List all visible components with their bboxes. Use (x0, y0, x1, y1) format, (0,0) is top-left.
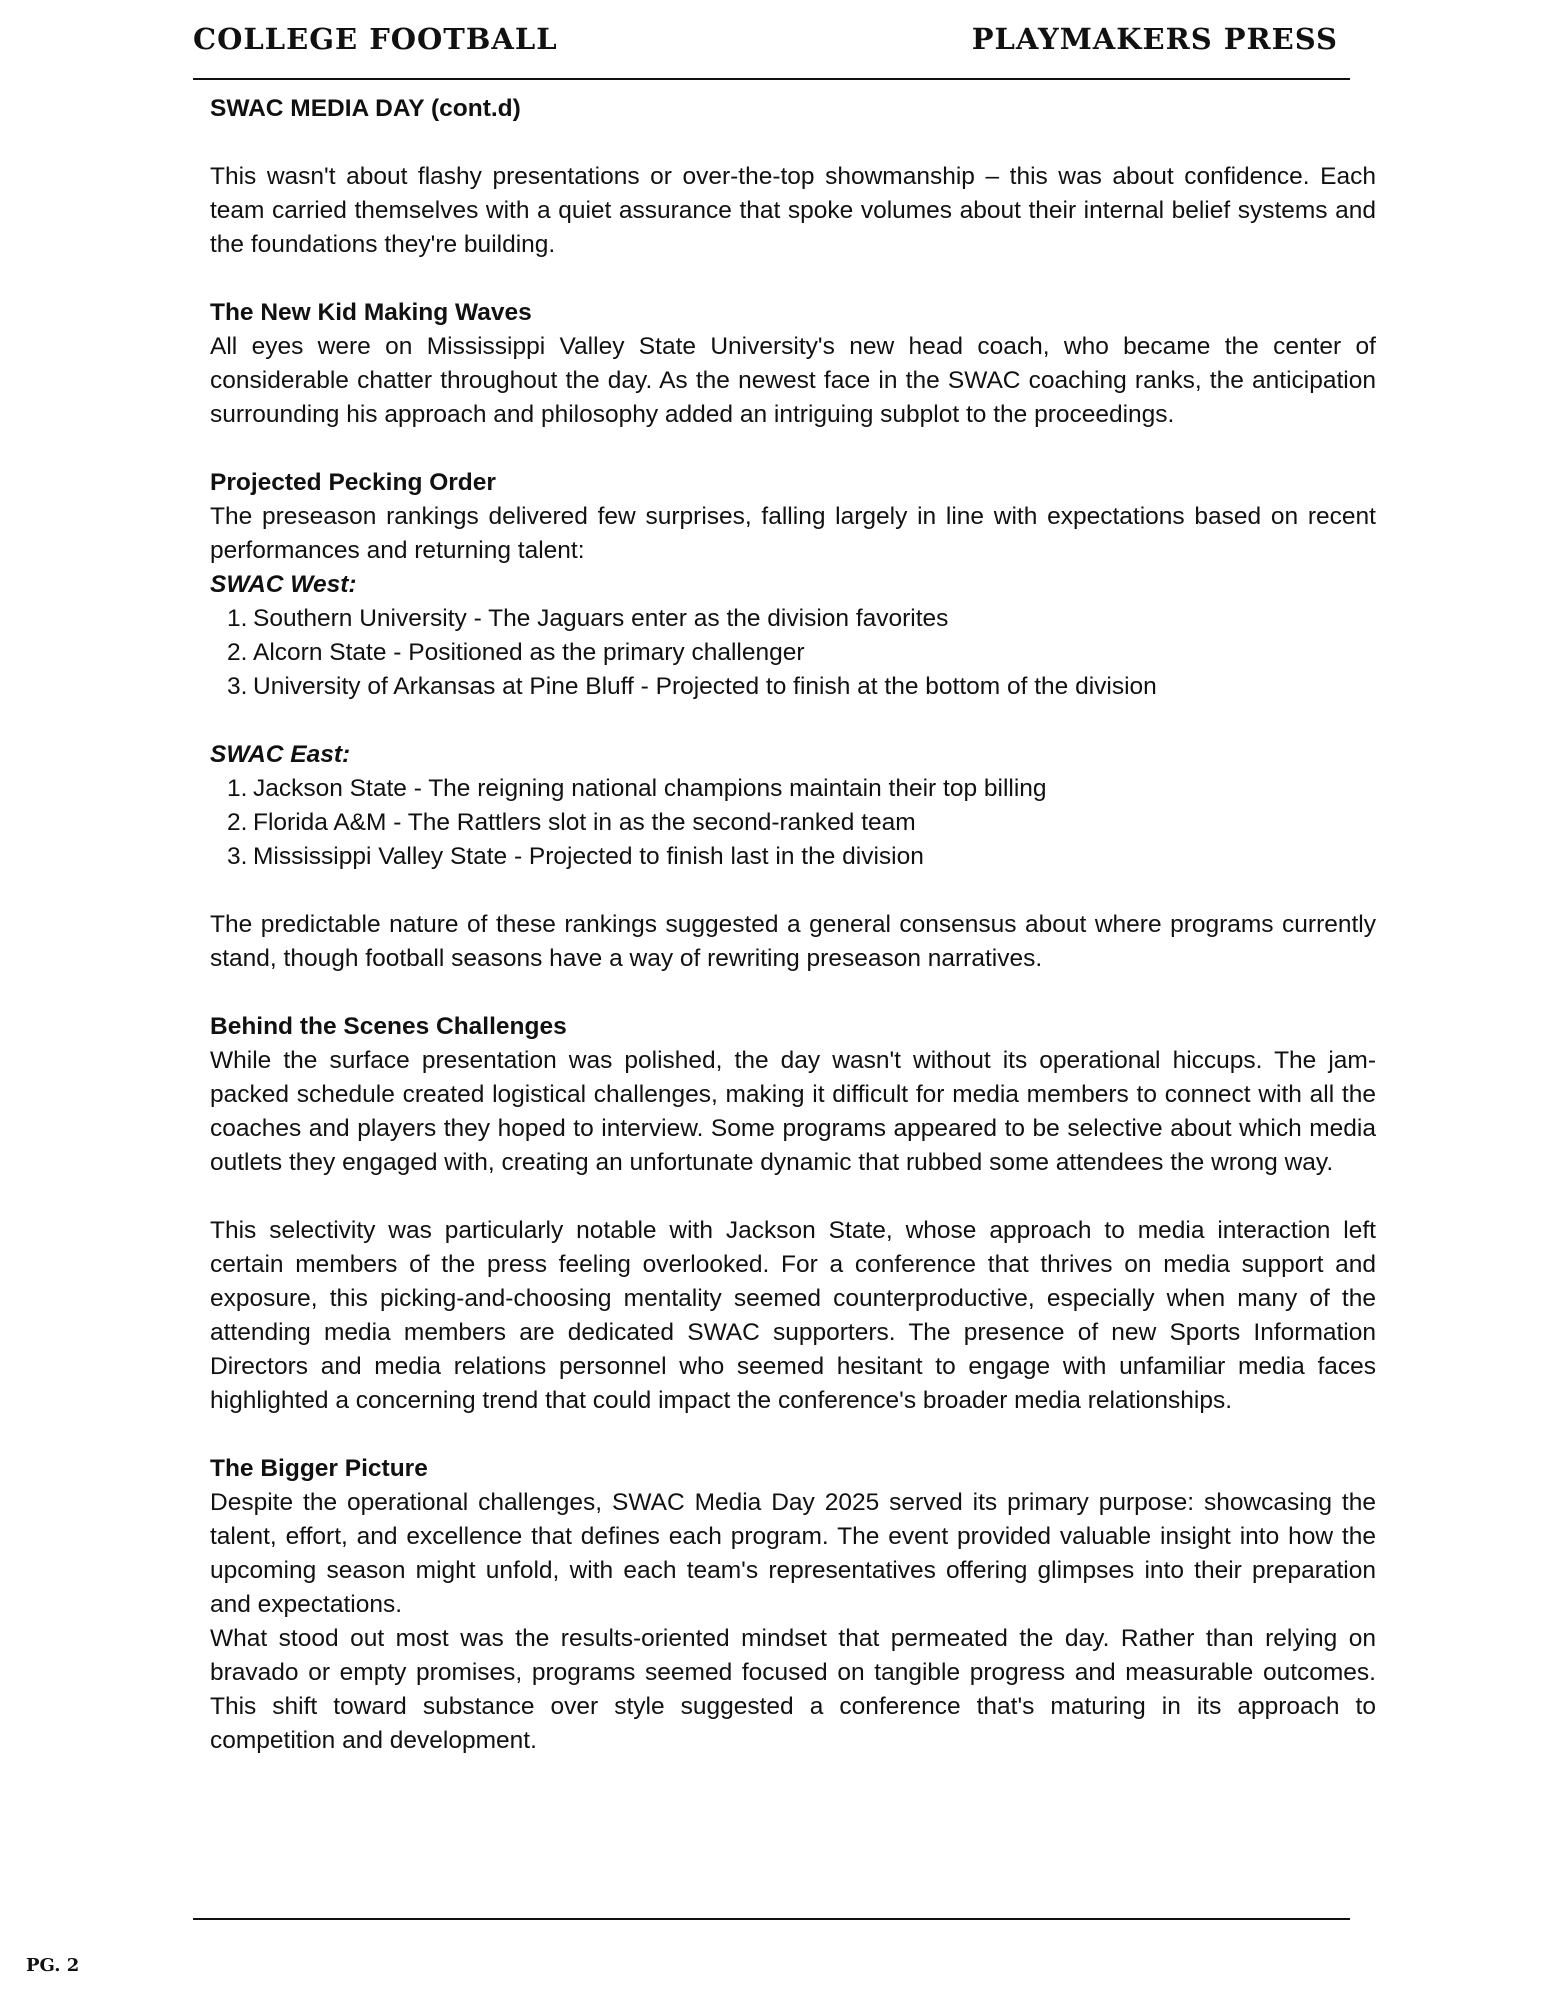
page-number: PG. 2 (26, 1955, 80, 1976)
east-rankings-list (210, 772, 1376, 874)
article-title: SWAC MEDIA DAY (cont.d) (210, 95, 521, 122)
section-paragraph: While the surface presentation was polished, the day wasn't without its operational hiccups. The jam-packed schedule created logistical challenges, making it difficult for media members to connect with all the coaches and players they hoped to interview. Some programs appeared to be selective about which media outlets they engaged with, creating an unfortunate dynamic that rubbed some attendees the wrong way. (210, 1047, 1376, 1176)
header-divider (193, 78, 1350, 80)
section-paragraph: What stood out most was the results-oriented mindset that permeated the day. Rather than relying on bravado or empty promises, programs seemed focused on tangible progress and measurable outcomes. This shift toward substance over style suggested a conference that's maturing in its approach to competition and development. (210, 1625, 1376, 1754)
section-paragraph: All eyes were on Mississippi Valley State University's new head coach, who became the center of considerable chatter throughout the day. As the newest face in the SWAC coaching ranks, the anticipation surrounding his approach and philosophy added an intriguing subplot to the proceedings. (210, 333, 1376, 428)
section-paragraph: The predictable nature of these rankings suggested a general consensus about where programs currently stand, though football seasons have a way of rewriting preseason narratives. (210, 911, 1376, 972)
list-item: 3. University of Arkansas at Pine Bluff - Projected to finish at the bottom of the division (227, 673, 1157, 700)
section-paragraph: Despite the operational challenges, SWAC Media Day 2025 served its primary purpose: showcasing the talent, effort, and excellence that defines each program. The event provided valuable insight into how the upcoming season might unfold, with each team's representatives offering glimpses into their preparation and expectations. (210, 1489, 1376, 1618)
footer-divider (193, 1918, 1350, 1920)
division-label-west: SWAC West: (210, 571, 357, 598)
list-item: 1. Jackson State - The reigning national champions maintain their top billing (227, 775, 1047, 802)
west-rankings-list (210, 602, 1376, 704)
list-item: 2. Alcorn State - Positioned as the primary challenger (227, 639, 805, 666)
division-label-east: SWAC East: (210, 741, 351, 768)
list-item: 1. Southern University - The Jaguars enter as the division favorites (227, 605, 949, 632)
list-item: 2. Florida A&M - The Rattlers slot in as the second-ranked team (227, 809, 916, 836)
intro-paragraph: This wasn't about flashy presentations or over-the-top showmanship – this was about confidence. Each team carried themselves with a quiet assurance that spoke volumes about their internal belief systems and the foundations they're building. (210, 163, 1376, 258)
section-paragraph: This selectivity was particularly notable with Jackson State, whose approach to media interaction left certain members of the press feeling overlooked. For a conference that thrives on media support and exposure, this picking-and-choosing mentality seemed counterproductive, especially when many of the attending media members are dedicated SWAC supporters. The presence of new Sports Information Directors and media relations personnel who seemed hesitant to engage with unfamiliar media faces highlighted a concerning trend that could impact the conference's broader media relationships. (210, 1217, 1376, 1414)
section-label: COLLEGE FOOTBALL (193, 22, 558, 56)
list-item: 3. Mississippi Valley State - Projected to finish last in the division (227, 843, 924, 870)
section-heading: Behind the Scenes Challenges (210, 1013, 567, 1040)
article-body (210, 92, 1376, 1758)
publisher-name: PLAYMAKERS PRESS (971, 22, 1338, 56)
section-paragraph: The preseason rankings delivered few surprises, falling largely in line with expectations based on recent performances and returning talent: (210, 503, 1376, 564)
section-heading: Projected Pecking Order (210, 469, 496, 496)
section-heading: The Bigger Picture (210, 1455, 428, 1482)
section-heading: The New Kid Making Waves (210, 299, 532, 326)
